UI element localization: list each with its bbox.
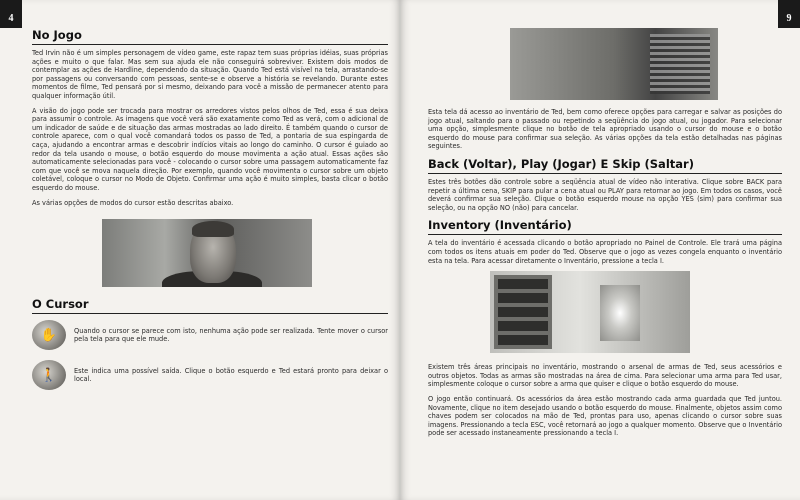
section-title-inventory: Inventory (Inventário) <box>428 218 782 235</box>
section-title-cursor: O Cursor <box>32 297 388 314</box>
cursor-item-no-action <box>32 320 388 350</box>
game-screen-photo <box>510 28 718 100</box>
cursor-item-exit-text: Este indica uma possível saída. Clique o botão esquerdo e Ted estará pronto para deixar o local. <box>74 366 388 384</box>
page-number-right: 9 <box>778 0 800 28</box>
control-screen-intro: Esta tela dá acesso ao inventário de Ted, bem como oferece opções para carregar e salvar as posições do jogo atual, saltando para o passado ou repetindo a seqüência do jogo atual, ou jogador. Para selecionar uma opção, simplesmente clique no botão de tela apropriado usando o cursor do mouse e o botão esquerdo do mouse para confirmar sua seleção. As várias opções da tela estão detalhadas nas páginas seguintes. <box>428 108 782 151</box>
walking-figure-cursor-icon: 🚶 <box>32 360 66 390</box>
ted-portrait-photo <box>102 219 312 287</box>
no-jogo-paragraph-3: As várias opções de modos do cursor estão descritas abaixo. <box>32 198 234 207</box>
no-jogo-paragraph-2: A visão do jogo pode ser trocada para mostrar os arredores vistos pelos olhos de Ted, essa é sua deixa para assumir o controle. As imagens que você verá são exatamente como Ted as verá, com o adicional de um indicador de saúde e de situação das armas mostradas ao lado direito. É também quando o cursor de controle aparece, com o qual você comandará todos os passo de Ted, a pontaria de sua espingarda de caça, ajudando a encontrar armas e descobrir indícios vitais ao longo do caminho. O cursor é guiado ao redor da tela usando o mouse, o botão esquerdo do mouse movimenta a ação atual. Essas ações são automaticamente selecionadas para você - colocando o cursor sobre uma passagem automaticamente faz com que você se mova naquela direção. Por exemplo, quando você movimenta o cursor sobre um objeto coletável, coloque o cursor no Modo de Objeto. Confirmar uma ação é muito simples, basta clicar o botão esquerdo do mouse. <box>32 106 388 192</box>
inventory-paragraph-3: O jogo então continuará. Os acessórios da área estão mostrando cada arma guardada que Ted juntou. Novamente, clique no item desejado usando o botão esquerdo do mouse. Finalmente, objetos assim como chaves podem ser colocados na mão de Ted, prontas para uso, apenas clicando o cursor sobre suas imagens. Pressionando a tecla ESC, você retornará ao jogo a qualquer momento. Observe que o Inventário pode ser acessado instaneamente pressionando a tecla I. <box>428 394 782 438</box>
hand-cursor-icon: ✋ <box>32 320 66 350</box>
left-page-content <box>32 28 388 400</box>
back-play-skip-paragraph: Estes três botões dão controle sobre a seqüência atual de vídeo não interativa. Clique sobre BACK para repetir a última cena, SKIP para pular a cena atual ou PLAY para retornar ao jogo. Em todos os casos, você deverá confirmar sua seleção. Clique o botão esquerdo mouse na opção YES (sim) para confirmar sua seleção, ou na opção NO (não) para cancelar. <box>428 177 782 212</box>
inventory-paragraph-1: A tela do inventário é acessada clicando o botão apropriado no Painel de Controle. Ele trará uma página com todos os itens atuais em poder do Ted. Observe que o jogo as vezes congela enquanto o inventário esta na tela. Para acessar diretamente o Inventário, pressione a tecla I. <box>428 239 782 265</box>
right-page <box>400 0 800 500</box>
inventory-screen-photo <box>490 271 690 353</box>
right-page-content <box>428 108 782 444</box>
section-title-no-jogo: No Jogo <box>32 28 388 45</box>
section-title-back-play-skip: Back (Voltar), Play (Jogar) E Skip (Saltar) <box>428 157 782 174</box>
inventory-paragraph-2: Existem três áreas principais no inventário, mostrando o arsenal de armas de Ted, seus acessórios e outros objetos. Todas as armas são mostradas na área de cima. Para selecionar uma arma para Ted usar, simplesmente coloque o cursor sobre a arma que quiser e clique o botão esquerdo do mouse. <box>428 363 782 389</box>
cursor-item-exit <box>32 360 388 390</box>
no-jogo-paragraph-1: Ted Irvin não é um simples personagem de vídeo game, este rapaz tem suas próprias idéias, suas próprias ações e muito o que falar. Mas sem sua ajuda ele não conseguirá sobreviver. Existem dois modos de contemplar as ações de Hardline, dependendo da situação. Quando Ted está visível na tela, arrastando-se por passagens ou conversando com pessoas, sente-se e observe a história se revelando. Durante estes momentos de filme, Ted pensará por si mesmo, deixando para você a missão de permanecer atento para qualquer informação útil. <box>32 49 388 100</box>
page-number-left: 4 <box>0 0 22 28</box>
cursor-item-no-action-text: Quando o cursor se parece com isto, nenhuma ação pode ser realizada. Tente mover o cursor pela tela para que ele mude. <box>74 326 388 344</box>
